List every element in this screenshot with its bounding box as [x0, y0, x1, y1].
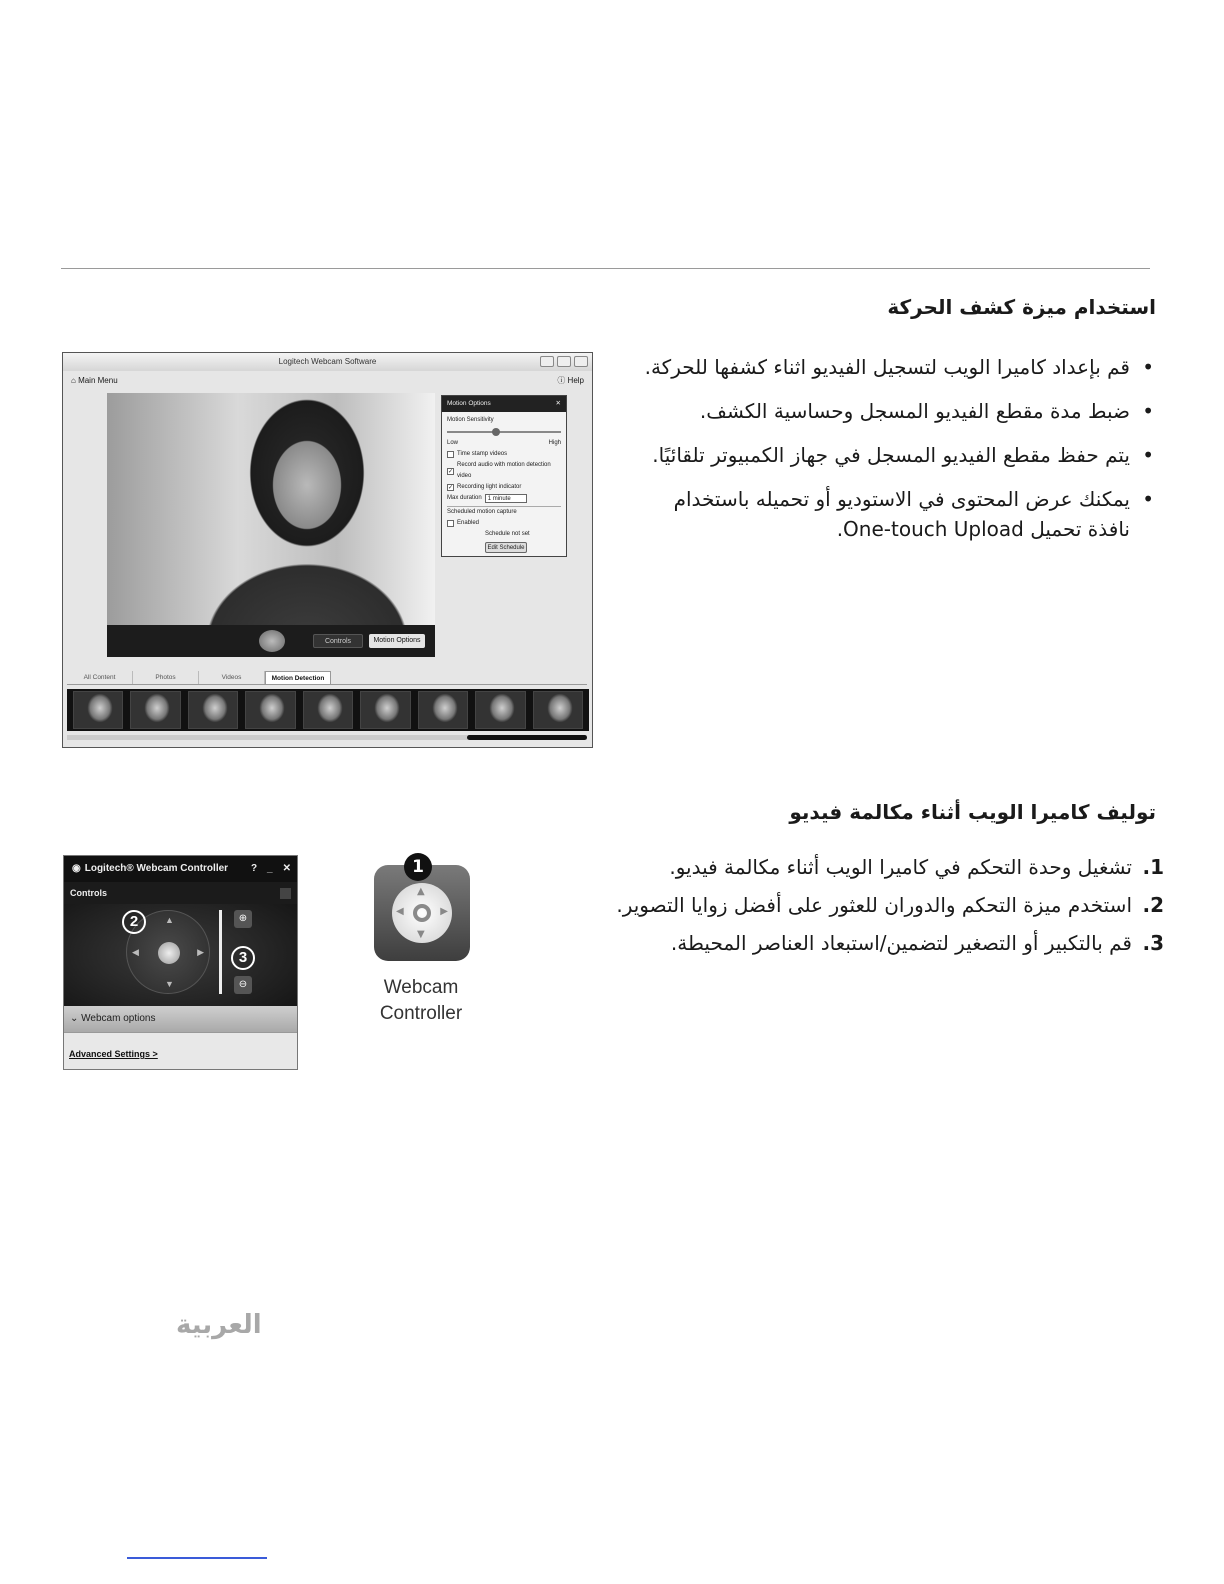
bullet-item: • ضبط مدة مقطع الفيديو المسجل وحساسية الكشف.	[634, 396, 1154, 426]
record-audio-option[interactable]	[447, 460, 561, 482]
option-label: Record audio with motion detection video	[457, 462, 551, 479]
motion-options-button[interactable]: Motion Options	[369, 634, 425, 648]
sensitivity-label: Motion Sensitivity	[447, 417, 494, 423]
scheduled-label: Scheduled motion capture	[447, 506, 561, 518]
light-indicator-option[interactable]	[447, 482, 561, 493]
motion-panel-title: Motion Options	[447, 400, 491, 407]
home-icon: ⌂	[71, 376, 79, 385]
webcam-options-toggle[interactable]	[64, 1006, 297, 1032]
tab-all-content[interactable]: All Content	[67, 671, 133, 684]
thumbnail-strip	[67, 689, 589, 731]
window-controls	[540, 356, 588, 367]
callout-badge-1: 1	[404, 853, 432, 881]
help-icon: ⓘ	[557, 376, 568, 385]
max-duration-select[interactable]: 1 minute	[485, 494, 527, 503]
edit-schedule-button[interactable]: Edit Schedule	[485, 542, 527, 553]
controls-button[interactable]: Controls	[313, 634, 363, 648]
checkbox-checked-icon[interactable]: ✓	[448, 468, 454, 475]
bullet-item: • قم بإعداد كاميرا الويب لتسجيل الفيديو اثناء كشفها للحركة.	[634, 352, 1154, 382]
footer-line	[127, 1557, 267, 1559]
zoom-in-icon[interactable]: ⊕	[234, 910, 252, 928]
webcam-icon: ◉	[72, 863, 81, 874]
checkbox-unchecked-icon[interactable]	[447, 520, 454, 527]
software-title: Logitech Webcam Software	[278, 357, 377, 366]
controls-label: Controls	[70, 888, 107, 898]
arrow-up-icon[interactable]: ▲	[165, 915, 174, 925]
camera-capture-button[interactable]	[259, 630, 285, 652]
option-label: Recording light indicator	[457, 484, 522, 490]
max-duration-row	[447, 493, 561, 504]
motion-bullet-list	[634, 352, 1154, 558]
chevron-down-icon: ⌄	[70, 1013, 79, 1024]
bullet-item: • يمكنك عرض المحتوى في الاستوديو أو تحميله باستخدام نافذة تحميل One-touch Upload.	[634, 484, 1154, 544]
section-heading-tuning: توليف كاميرا الويب أثناء مكالمة فيديو	[789, 800, 1156, 824]
video-thumbnail[interactable]	[475, 691, 525, 729]
slider-track	[447, 431, 561, 433]
sensitivity-slider[interactable]	[447, 428, 561, 436]
step-number: 3.	[1142, 931, 1164, 955]
advanced-settings-area	[64, 1032, 297, 1070]
arrow-left-icon[interactable]: ◀	[132, 947, 139, 957]
arrow-down-icon: ▼	[417, 929, 425, 940]
timestamp-option[interactable]	[447, 449, 561, 460]
preview-control-bar	[107, 625, 435, 657]
dial-icon	[392, 883, 452, 943]
step-text: تشغيل وحدة التحكم في كاميرا الويب أثناء مكالمة فيديو.	[669, 855, 1132, 879]
controls-header	[64, 882, 297, 904]
schedule-status: Schedule not set	[485, 531, 530, 537]
motion-panel-header	[442, 396, 566, 412]
main-menu-link[interactable]	[71, 371, 118, 391]
controller-main	[64, 904, 297, 1006]
controller-title: Logitech® Webcam Controller	[84, 863, 229, 874]
arrow-right-icon: ▶	[440, 906, 448, 917]
slider-knob[interactable]	[492, 428, 500, 436]
step-number: 2.	[1142, 893, 1164, 917]
software-menubar	[63, 371, 592, 391]
high-label: High	[548, 440, 561, 446]
tab-photos[interactable]: Photos	[133, 671, 199, 684]
motion-panel-body	[442, 412, 566, 556]
arrow-up-icon: ▲	[417, 886, 425, 897]
checkbox-checked-icon[interactable]: ✓	[448, 485, 454, 491]
low-label: Low	[447, 440, 459, 446]
close-icon[interactable]	[574, 356, 588, 367]
preview-photo	[107, 393, 435, 625]
zoom-out-icon[interactable]: ⊖	[234, 976, 252, 994]
callout-badge-3: 3	[231, 946, 255, 970]
bullet-item: • يتم حفظ مقطع الفيديو المسجل في جهاز الكمبيوتر تلقائيًا.	[634, 440, 1154, 470]
tuning-step-list	[524, 852, 1164, 966]
webcam-controller-window	[63, 855, 298, 1070]
checkbox-unchecked-icon[interactable]	[447, 451, 454, 458]
tab-motion-detection[interactable]: Motion Detection	[265, 671, 331, 684]
tab-videos[interactable]: Videos	[199, 671, 265, 684]
app-label-line1: Webcam	[383, 977, 459, 998]
help-icon[interactable]: ?	[250, 863, 258, 874]
help-link[interactable]	[557, 371, 584, 391]
video-thumbnail[interactable]	[245, 691, 295, 729]
step-number: 1.	[1142, 855, 1164, 879]
webcam-options-label: Webcam options	[81, 1013, 156, 1024]
arrow-right-icon[interactable]: ▶	[197, 947, 204, 957]
advanced-settings-link[interactable]: Advanced Settings >	[69, 1049, 158, 1059]
minimize-icon[interactable]	[540, 356, 554, 367]
option-label: Enabled	[457, 520, 480, 526]
close-icon[interactable]: ✕	[555, 400, 561, 407]
language-label: العربية	[176, 1310, 262, 1340]
video-thumbnail[interactable]	[360, 691, 410, 729]
video-thumbnail[interactable]	[533, 691, 583, 729]
max-duration-label: Max duration	[447, 495, 482, 501]
step-item	[524, 928, 1164, 958]
step-text: قم بالتكبير أو التصغير لتضمين/استبعاد العناصر المحيطة.	[670, 931, 1132, 955]
video-thumbnail[interactable]	[303, 691, 353, 729]
video-thumbnail[interactable]	[418, 691, 468, 729]
help-label: Help	[567, 376, 584, 385]
content-tabs	[67, 671, 587, 685]
scrollbar-thumb[interactable]	[467, 735, 587, 740]
top-divider	[61, 268, 1150, 269]
motion-options-panel	[441, 395, 567, 557]
close-icon[interactable]: ✕	[282, 863, 291, 874]
slider-range	[447, 438, 561, 449]
webcam-software-screenshot	[62, 352, 593, 748]
arrow-down-icon[interactable]: ▼	[165, 979, 174, 989]
video-thumbnail[interactable]	[188, 691, 238, 729]
zoom-slider[interactable]	[219, 910, 222, 994]
software-titlebar	[63, 353, 592, 371]
callout-badge-2: 2	[122, 910, 146, 934]
controller-titlebar	[64, 856, 297, 882]
ring-icon	[413, 904, 431, 922]
main-menu-label: Main Menu	[78, 376, 118, 385]
thumbnail-scrollbar[interactable]	[67, 735, 587, 740]
maximize-icon[interactable]	[557, 356, 571, 367]
video-thumbnail[interactable]	[130, 691, 180, 729]
collapse-toggle[interactable]	[280, 888, 291, 899]
app-label-line2: Controller	[379, 1003, 463, 1024]
pad-center-button[interactable]	[158, 942, 180, 964]
section-heading-motion: استخدام ميزة كشف الحركة	[887, 295, 1156, 319]
video-preview	[107, 393, 435, 657]
minimize-icon[interactable]: _	[267, 863, 273, 874]
step-item	[524, 890, 1164, 920]
step-item	[524, 852, 1164, 882]
video-thumbnail[interactable]	[73, 691, 123, 729]
enabled-option[interactable]	[447, 518, 561, 529]
step-text: استخدم ميزة التحكم والدوران للعثور على أفضل زوايا التصوير.	[616, 893, 1132, 917]
app-icon-label	[366, 975, 476, 1027]
arrow-left-icon: ◀	[396, 906, 404, 917]
option-label: Time stamp videos	[457, 451, 508, 457]
